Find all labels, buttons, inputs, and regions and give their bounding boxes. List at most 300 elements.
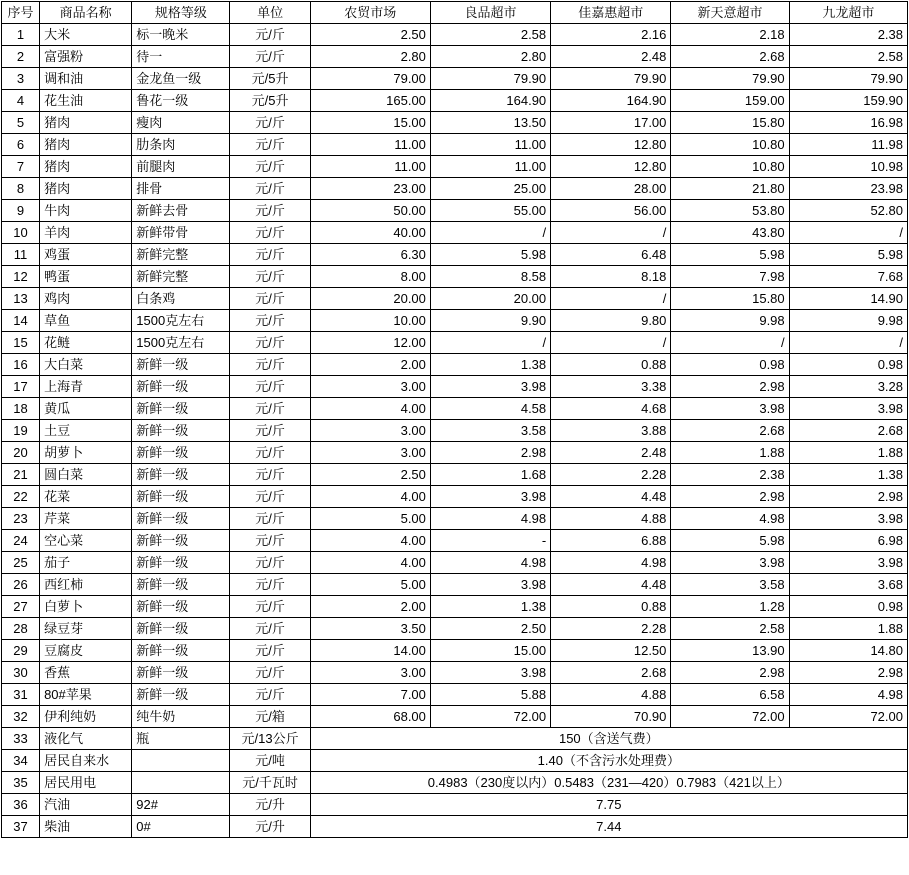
cell-price-market-1: 3.00 — [310, 662, 430, 684]
cell-product-name: 猪肉 — [40, 156, 132, 178]
table-row — [2, 420, 908, 442]
table-row — [2, 640, 908, 662]
cell-price-market-4: 3.98 — [671, 552, 789, 574]
cell-price-market-2: 2.98 — [430, 442, 550, 464]
cell-price-market-1: 2.80 — [310, 46, 430, 68]
table-row — [2, 684, 908, 706]
cell-price-market-5: 159.90 — [789, 90, 907, 112]
cell-price-market-3: 4.88 — [551, 684, 671, 706]
cell-unit: 元/斤 — [230, 464, 310, 486]
cell-product-name: 绿豆芽 — [40, 618, 132, 640]
cell-spec: 新鲜一级 — [132, 464, 230, 486]
cell-price-market-2: 1.38 — [430, 354, 550, 376]
cell-price-market-2: 4.58 — [430, 398, 550, 420]
cell-index: 23 — [2, 508, 40, 530]
cell-spec: 1500克左右 — [132, 310, 230, 332]
cell-index: 25 — [2, 552, 40, 574]
cell-price-market-5: 16.98 — [789, 112, 907, 134]
cell-price-market-1: 68.00 — [310, 706, 430, 728]
cell-price-market-3: 79.90 — [551, 68, 671, 90]
cell-product-name: 花鲢 — [40, 332, 132, 354]
col-header-unit: 单位 — [230, 2, 310, 24]
cell-unit: 元/斤 — [230, 156, 310, 178]
cell-product-name: 圆白菜 — [40, 464, 132, 486]
cell-price-market-5: / — [789, 222, 907, 244]
cell-unit: 元/斤 — [230, 530, 310, 552]
cell-spec: 待一 — [132, 46, 230, 68]
cell-product-name: 白萝卜 — [40, 596, 132, 618]
table-row — [2, 398, 908, 420]
cell-spec: 新鲜一级 — [132, 376, 230, 398]
cell-price-market-5: 11.98 — [789, 134, 907, 156]
cell-index: 16 — [2, 354, 40, 376]
table-row — [2, 508, 908, 530]
cell-price-market-5: / — [789, 332, 907, 354]
cell-unit: 元/斤 — [230, 178, 310, 200]
header-row — [2, 2, 908, 24]
cell-unit: 元/斤 — [230, 266, 310, 288]
table-row — [2, 354, 908, 376]
cell-spec: 新鲜带骨 — [132, 222, 230, 244]
table-row — [2, 574, 908, 596]
cell-spec: 瓶 — [132, 728, 230, 750]
cell-price-market-4: 15.80 — [671, 112, 789, 134]
cell-price-market-4: 10.80 — [671, 156, 789, 178]
cell-price-market-2: 79.90 — [430, 68, 550, 90]
cell-unit: 元/斤 — [230, 46, 310, 68]
cell-unit: 元/斤 — [230, 596, 310, 618]
cell-index: 27 — [2, 596, 40, 618]
cell-price-market-3: 28.00 — [551, 178, 671, 200]
cell-unit: 元/升 — [230, 816, 310, 838]
cell-index: 36 — [2, 794, 40, 816]
cell-price-market-4: 72.00 — [671, 706, 789, 728]
table-row — [2, 486, 908, 508]
cell-spec: 新鲜一级 — [132, 574, 230, 596]
cell-product-name: 80#苹果 — [40, 684, 132, 706]
cell-price-market-5: 3.98 — [789, 398, 907, 420]
cell-price-market-1: 2.00 — [310, 596, 430, 618]
cell-product-name: 伊利纯奶 — [40, 706, 132, 728]
cell-price-market-2: 4.98 — [430, 552, 550, 574]
cell-spec: 92# — [132, 794, 230, 816]
cell-price-market-5: 79.90 — [789, 68, 907, 90]
cell-price-market-5: 1.88 — [789, 442, 907, 464]
cell-price-market-3: 2.48 — [551, 46, 671, 68]
cell-product-name: 芹菜 — [40, 508, 132, 530]
cell-price-market-3: / — [551, 288, 671, 310]
table-row — [2, 596, 908, 618]
cell-spec: 新鲜一级 — [132, 442, 230, 464]
cell-price-market-2: 55.00 — [430, 200, 550, 222]
cell-merged-note: 0.4983（230度以内）0.5483（231—420）0.7983（421以上） — [310, 772, 907, 794]
cell-price-market-5: 5.98 — [789, 244, 907, 266]
cell-price-market-3: 3.88 — [551, 420, 671, 442]
cell-price-market-4: 2.68 — [671, 46, 789, 68]
cell-spec: 1500克左右 — [132, 332, 230, 354]
cell-unit: 元/斤 — [230, 420, 310, 442]
cell-price-market-5: 1.38 — [789, 464, 907, 486]
cell-unit: 元/斤 — [230, 442, 310, 464]
cell-product-name: 茄子 — [40, 552, 132, 574]
cell-price-market-2: 9.90 — [430, 310, 550, 332]
cell-merged-note: 150（含送气费） — [310, 728, 907, 750]
cell-index: 1 — [2, 24, 40, 46]
table-row — [2, 222, 908, 244]
cell-spec: 新鲜一级 — [132, 552, 230, 574]
table-row — [2, 772, 908, 794]
cell-price-market-3: 4.48 — [551, 574, 671, 596]
table-row — [2, 156, 908, 178]
cell-unit: 元/斤 — [230, 24, 310, 46]
table-row — [2, 530, 908, 552]
cell-price-market-1: 4.00 — [310, 530, 430, 552]
cell-spec: 新鲜一级 — [132, 640, 230, 662]
cell-price-market-4: 10.80 — [671, 134, 789, 156]
cell-product-name: 空心菜 — [40, 530, 132, 552]
cell-price-market-2: 2.80 — [430, 46, 550, 68]
cell-price-market-2: 3.98 — [430, 376, 550, 398]
cell-unit: 元/13公斤 — [230, 728, 310, 750]
col-header-market-4: 新天意超市 — [671, 2, 789, 24]
cell-price-market-5: 3.28 — [789, 376, 907, 398]
table-row — [2, 266, 908, 288]
cell-unit: 元/5升 — [230, 68, 310, 90]
cell-product-name: 香蕉 — [40, 662, 132, 684]
cell-price-market-1: 5.00 — [310, 574, 430, 596]
col-header-market-3: 佳嘉惠超市 — [551, 2, 671, 24]
table-body — [2, 24, 908, 838]
table-row — [2, 332, 908, 354]
cell-spec: 新鲜一级 — [132, 684, 230, 706]
table-header — [2, 2, 908, 24]
cell-index: 31 — [2, 684, 40, 706]
cell-unit: 元/斤 — [230, 552, 310, 574]
cell-index: 13 — [2, 288, 40, 310]
cell-unit: 元/斤 — [230, 222, 310, 244]
cell-index: 35 — [2, 772, 40, 794]
cell-price-market-2: - — [430, 530, 550, 552]
cell-spec: 新鲜一级 — [132, 420, 230, 442]
cell-price-market-1: 3.00 — [310, 442, 430, 464]
cell-spec: 新鲜一级 — [132, 618, 230, 640]
cell-price-market-4: 0.98 — [671, 354, 789, 376]
cell-unit: 元/箱 — [230, 706, 310, 728]
cell-index: 11 — [2, 244, 40, 266]
cell-spec: 新鲜完整 — [132, 244, 230, 266]
cell-index: 29 — [2, 640, 40, 662]
cell-price-market-1: 165.00 — [310, 90, 430, 112]
cell-spec — [132, 772, 230, 794]
cell-price-market-1: 4.00 — [310, 398, 430, 420]
cell-price-market-1: 11.00 — [310, 134, 430, 156]
cell-price-market-1: 12.00 — [310, 332, 430, 354]
cell-spec: 新鲜一级 — [132, 596, 230, 618]
cell-price-market-3: 2.48 — [551, 442, 671, 464]
table-row — [2, 662, 908, 684]
cell-index: 12 — [2, 266, 40, 288]
cell-price-market-2: 20.00 — [430, 288, 550, 310]
cell-product-name: 居民自来水 — [40, 750, 132, 772]
cell-price-market-3: 56.00 — [551, 200, 671, 222]
cell-unit: 元/5升 — [230, 90, 310, 112]
cell-price-market-4: 3.58 — [671, 574, 789, 596]
cell-price-market-1: 3.00 — [310, 376, 430, 398]
cell-price-market-3: 0.88 — [551, 354, 671, 376]
cell-price-market-2: / — [430, 332, 550, 354]
cell-spec: 肋条肉 — [132, 134, 230, 156]
cell-price-market-2: 1.68 — [430, 464, 550, 486]
cell-spec: 新鲜一级 — [132, 486, 230, 508]
cell-price-market-4: / — [671, 332, 789, 354]
cell-price-market-1: 14.00 — [310, 640, 430, 662]
cell-spec: 新鲜一级 — [132, 508, 230, 530]
cell-price-market-3: 4.88 — [551, 508, 671, 530]
cell-index: 30 — [2, 662, 40, 684]
cell-price-market-1: 23.00 — [310, 178, 430, 200]
cell-unit: 元/斤 — [230, 332, 310, 354]
cell-price-market-1: 3.00 — [310, 420, 430, 442]
cell-product-name: 胡萝卜 — [40, 442, 132, 464]
cell-price-market-3: 3.38 — [551, 376, 671, 398]
cell-index: 24 — [2, 530, 40, 552]
cell-unit: 元/斤 — [230, 376, 310, 398]
cell-product-name: 鸭蛋 — [40, 266, 132, 288]
cell-index: 17 — [2, 376, 40, 398]
cell-price-market-4: 21.80 — [671, 178, 789, 200]
table-row — [2, 24, 908, 46]
cell-price-market-3: 6.88 — [551, 530, 671, 552]
table-row — [2, 68, 908, 90]
cell-unit: 元/斤 — [230, 354, 310, 376]
table-row — [2, 816, 908, 838]
cell-price-market-5: 0.98 — [789, 596, 907, 618]
table-row — [2, 112, 908, 134]
cell-price-market-5: 3.98 — [789, 552, 907, 574]
cell-price-market-4: 3.98 — [671, 398, 789, 420]
cell-product-name: 鸡肉 — [40, 288, 132, 310]
cell-price-market-4: 4.98 — [671, 508, 789, 530]
cell-index: 10 — [2, 222, 40, 244]
cell-spec: 新鲜完整 — [132, 266, 230, 288]
cell-price-market-4: 2.68 — [671, 420, 789, 442]
cell-price-market-5: 2.98 — [789, 662, 907, 684]
cell-price-market-1: 5.00 — [310, 508, 430, 530]
cell-price-market-3: 9.80 — [551, 310, 671, 332]
cell-product-name: 猪肉 — [40, 134, 132, 156]
cell-product-name: 柴油 — [40, 816, 132, 838]
table-row — [2, 376, 908, 398]
price-table — [1, 1, 908, 838]
cell-unit: 元/斤 — [230, 288, 310, 310]
cell-product-name: 花菜 — [40, 486, 132, 508]
cell-unit: 元/斤 — [230, 310, 310, 332]
cell-spec: 鲁花一级 — [132, 90, 230, 112]
cell-price-market-2: 2.58 — [430, 24, 550, 46]
cell-price-market-1: 79.00 — [310, 68, 430, 90]
cell-unit: 元/斤 — [230, 508, 310, 530]
cell-index: 20 — [2, 442, 40, 464]
cell-price-market-4: 2.98 — [671, 486, 789, 508]
cell-product-name: 花生油 — [40, 90, 132, 112]
cell-price-market-2: 13.50 — [430, 112, 550, 134]
cell-price-market-4: 43.80 — [671, 222, 789, 244]
cell-price-market-4: 2.98 — [671, 662, 789, 684]
cell-product-name: 羊肉 — [40, 222, 132, 244]
table-row — [2, 464, 908, 486]
cell-index: 18 — [2, 398, 40, 420]
cell-index: 7 — [2, 156, 40, 178]
col-header-index: 序号 — [2, 2, 40, 24]
cell-unit: 元/斤 — [230, 200, 310, 222]
cell-price-market-3: 4.68 — [551, 398, 671, 420]
cell-spec: 金龙鱼一级 — [132, 68, 230, 90]
cell-index: 6 — [2, 134, 40, 156]
cell-price-market-4: 5.98 — [671, 530, 789, 552]
cell-product-name: 猪肉 — [40, 112, 132, 134]
cell-price-market-2: 3.58 — [430, 420, 550, 442]
cell-index: 26 — [2, 574, 40, 596]
table-row — [2, 794, 908, 816]
cell-unit: 元/斤 — [230, 134, 310, 156]
cell-price-market-3: 4.48 — [551, 486, 671, 508]
cell-price-market-5: 2.38 — [789, 24, 907, 46]
table-row — [2, 552, 908, 574]
cell-product-name: 猪肉 — [40, 178, 132, 200]
table-row — [2, 178, 908, 200]
cell-unit: 元/升 — [230, 794, 310, 816]
cell-index: 8 — [2, 178, 40, 200]
cell-product-name: 土豆 — [40, 420, 132, 442]
cell-index: 22 — [2, 486, 40, 508]
cell-price-market-5: 9.98 — [789, 310, 907, 332]
cell-spec: 0# — [132, 816, 230, 838]
cell-price-market-2: 4.98 — [430, 508, 550, 530]
cell-product-name: 大白菜 — [40, 354, 132, 376]
cell-price-market-5: 2.58 — [789, 46, 907, 68]
cell-price-market-1: 2.50 — [310, 464, 430, 486]
cell-price-market-2: 5.98 — [430, 244, 550, 266]
cell-price-market-4: 2.58 — [671, 618, 789, 640]
cell-price-market-1: 4.00 — [310, 486, 430, 508]
cell-price-market-3: 8.18 — [551, 266, 671, 288]
table-row — [2, 706, 908, 728]
cell-unit: 元/斤 — [230, 112, 310, 134]
cell-index: 32 — [2, 706, 40, 728]
table-row — [2, 244, 908, 266]
cell-product-name: 大米 — [40, 24, 132, 46]
cell-price-market-1: 11.00 — [310, 156, 430, 178]
cell-product-name: 西红柿 — [40, 574, 132, 596]
cell-index: 2 — [2, 46, 40, 68]
cell-spec: 纯牛奶 — [132, 706, 230, 728]
cell-price-market-5: 7.68 — [789, 266, 907, 288]
cell-index: 28 — [2, 618, 40, 640]
cell-price-market-4: 6.58 — [671, 684, 789, 706]
cell-product-name: 上海青 — [40, 376, 132, 398]
cell-price-market-3: 12.80 — [551, 134, 671, 156]
cell-price-market-5: 2.68 — [789, 420, 907, 442]
cell-price-market-5: 1.88 — [789, 618, 907, 640]
cell-product-name: 草鱼 — [40, 310, 132, 332]
cell-price-market-5: 6.98 — [789, 530, 907, 552]
cell-spec: 新鲜一级 — [132, 398, 230, 420]
cell-product-name: 调和油 — [40, 68, 132, 90]
cell-spec: 前腿肉 — [132, 156, 230, 178]
cell-product-name: 牛肉 — [40, 200, 132, 222]
cell-index: 5 — [2, 112, 40, 134]
cell-price-market-3: / — [551, 222, 671, 244]
cell-spec — [132, 750, 230, 772]
cell-unit: 元/斤 — [230, 662, 310, 684]
table-row — [2, 46, 908, 68]
table-row — [2, 200, 908, 222]
cell-price-market-3: 6.48 — [551, 244, 671, 266]
table-row — [2, 134, 908, 156]
cell-price-market-2: 8.58 — [430, 266, 550, 288]
table-row — [2, 310, 908, 332]
col-header-spec: 规格等级 — [132, 2, 230, 24]
cell-price-market-2: 2.50 — [430, 618, 550, 640]
cell-spec: 新鲜去骨 — [132, 200, 230, 222]
cell-price-market-5: 14.80 — [789, 640, 907, 662]
cell-price-market-2: 1.38 — [430, 596, 550, 618]
cell-price-market-2: 164.90 — [430, 90, 550, 112]
cell-price-market-4: 1.88 — [671, 442, 789, 464]
cell-price-market-2: 5.88 — [430, 684, 550, 706]
cell-price-market-4: 9.98 — [671, 310, 789, 332]
cell-price-market-5: 23.98 — [789, 178, 907, 200]
cell-price-market-2: 11.00 — [430, 134, 550, 156]
cell-index: 34 — [2, 750, 40, 772]
cell-price-market-1: 10.00 — [310, 310, 430, 332]
table-row — [2, 90, 908, 112]
col-header-market-1: 农贸市场 — [310, 2, 430, 24]
cell-price-market-3: 12.80 — [551, 156, 671, 178]
cell-product-name: 液化气 — [40, 728, 132, 750]
cell-price-market-5: 14.90 — [789, 288, 907, 310]
table-row — [2, 288, 908, 310]
cell-unit: 元/斤 — [230, 486, 310, 508]
cell-price-market-5: 72.00 — [789, 706, 907, 728]
cell-product-name: 鸡蛋 — [40, 244, 132, 266]
cell-price-market-2: 3.98 — [430, 486, 550, 508]
cell-price-market-3: 164.90 — [551, 90, 671, 112]
cell-price-market-1: 6.30 — [310, 244, 430, 266]
cell-price-market-1: 3.50 — [310, 618, 430, 640]
cell-spec: 白条鸡 — [132, 288, 230, 310]
cell-price-market-3: 2.68 — [551, 662, 671, 684]
cell-index: 19 — [2, 420, 40, 442]
cell-index: 14 — [2, 310, 40, 332]
cell-unit: 元/斤 — [230, 574, 310, 596]
cell-product-name: 汽油 — [40, 794, 132, 816]
col-header-market-5: 九龙超市 — [789, 2, 907, 24]
cell-price-market-2: 72.00 — [430, 706, 550, 728]
cell-unit: 元/斤 — [230, 618, 310, 640]
cell-price-market-1: 2.50 — [310, 24, 430, 46]
cell-spec: 标一晚米 — [132, 24, 230, 46]
cell-price-market-1: 50.00 — [310, 200, 430, 222]
cell-price-market-5: 4.98 — [789, 684, 907, 706]
cell-price-market-3: 12.50 — [551, 640, 671, 662]
cell-product-name: 黄瓜 — [40, 398, 132, 420]
table-row — [2, 442, 908, 464]
cell-unit: 元/吨 — [230, 750, 310, 772]
cell-unit: 元/斤 — [230, 640, 310, 662]
cell-price-market-1: 15.00 — [310, 112, 430, 134]
cell-unit: 元/斤 — [230, 398, 310, 420]
